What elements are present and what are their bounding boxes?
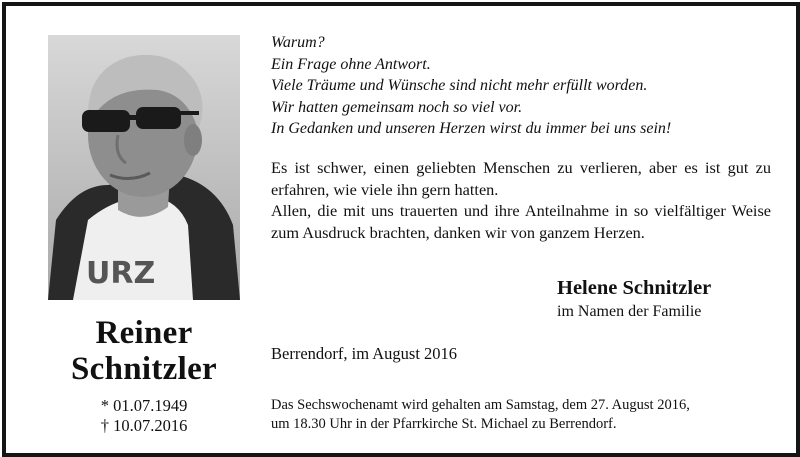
poem-line: Ein Frage ohne Antwort. [271, 55, 431, 73]
deceased-first-name: Reiner [95, 315, 193, 351]
poem [271, 32, 671, 140]
portrait-photo [48, 35, 240, 300]
deceased-last-name: Schnitzler [71, 351, 217, 387]
message-paragraph-2: Allen, die mit uns trauerten und ihre Anteilnahme in so vielfältiger Weise zum Ausdruck brachten, danken wir von ganzem Herzen. [271, 201, 771, 242]
poem-line: Warum? [271, 34, 325, 51]
place-date: Berrendorf, im August 2016 [271, 344, 458, 363]
signature-subtitle: im Namen der Familie [557, 303, 702, 320]
poem-line: In Gedanken und unseren Herzen wirst du immer bei uns sein! [271, 120, 672, 137]
life-dates [40, 396, 248, 436]
svg-text:URZ: URZ [86, 256, 156, 291]
memorial-service-notice [271, 396, 690, 434]
death-date: † 10.07.2016 [100, 416, 188, 435]
birth-date: * 01.07.1949 [100, 396, 188, 415]
poem-line: Wir hatten gemeinsam noch so viel vor. [271, 98, 523, 116]
poem-line: Viele Träume und Wünsche sind nicht mehr erfüllt worden. [271, 77, 648, 94]
notice-line: um 18.30 Uhr in der Pfarrkirche St. Michael zu Berrendorf. [271, 416, 617, 432]
signature-name: Helene Schnitzler [557, 277, 712, 299]
message-paragraph-1: Es ist schwer, einen geliebten Menschen zu verlieren, aber es ist gut zu erfahren, wie viele ihn gern hatten. [271, 158, 771, 199]
notice-line: Das Sechswochenamt wird gehalten am Samstag, dem 27. August 2016, [271, 397, 690, 413]
